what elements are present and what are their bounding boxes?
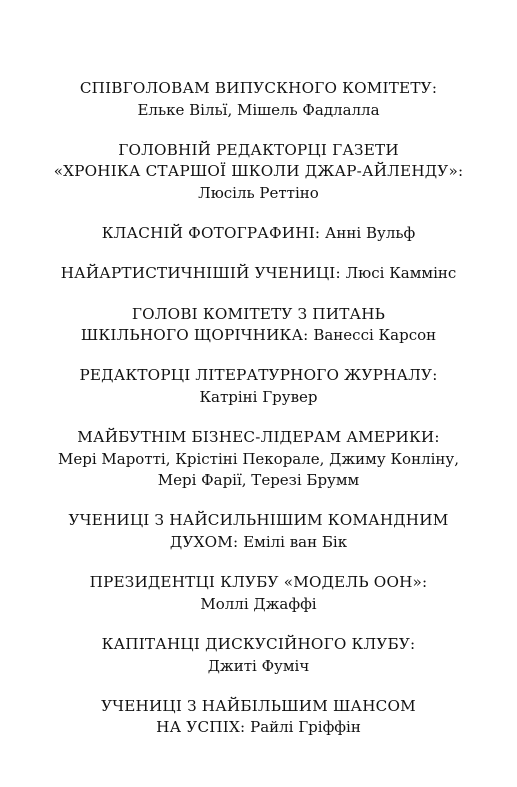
dedication-line [40, 634, 477, 656]
dedication-entry [40, 427, 477, 492]
dedication-line [40, 183, 477, 205]
recipient-names: Емілі ван Бік [243, 533, 348, 552]
dedication-entry [40, 263, 477, 285]
recipient-names: Мері Маротті, Крістіні Пекорале, Джиму Конліну, [58, 449, 459, 468]
recipient-names: Люсіль Реттіно [198, 183, 319, 202]
dedication-line [40, 78, 477, 100]
dedication-entry [40, 365, 477, 408]
recipient-names: Моллі Джаффі [200, 594, 317, 613]
award-title: ГОЛОВІ КОМІТЕТУ З ПИТАНЬ [131, 304, 386, 323]
dedication-line [40, 427, 477, 449]
recipient-names: Анні Вульф [325, 224, 416, 243]
award-title: НАЙАРТИСТИЧНІШІЙ УЧЕНИЦІ: [60, 264, 341, 283]
dedication-line [40, 325, 477, 347]
recipient-names: Люсі Каммінс [345, 264, 457, 283]
award-title: РЕДАКТОРЦІ ЛІТЕРАТУРНОГО ЖУРНАЛУ: [79, 366, 438, 385]
dedication-line [40, 263, 477, 285]
award-title: ПРЕЗИДЕНТЦІ КЛУБУ «МОДЕЛЬ ООН»: [89, 573, 428, 592]
dedication-line [40, 223, 477, 245]
recipient-names: Джиті Фуміч [207, 656, 310, 675]
dedication-entry [40, 304, 477, 347]
dedication-entry [40, 696, 477, 739]
dedication-entry [40, 634, 477, 677]
award-title: КАПІТАНЦІ ДИСКУСІЙНОГО КЛУБУ: [101, 635, 416, 654]
dedication-line [40, 100, 477, 122]
award-title: УЧЕНИЦІ З НАЙСИЛЬНІШИМ КОМАНДНИМ [68, 511, 449, 530]
dedication-line [40, 572, 477, 594]
dedication-line [40, 532, 477, 554]
dedication-line [40, 365, 477, 387]
award-title: УЧЕНИЦІ З НАЙБІЛЬШИМ ШАНСОМ [101, 696, 416, 715]
dedication-entry [40, 510, 477, 553]
award-title: «ХРОНІКА СТАРШОЇ ШКОЛИ ДЖАР-АЙЛЕНДУ»: [53, 162, 464, 181]
award-title: СПІВГОЛОВАМ ВИПУСКНОГО КОМІТЕТУ: [79, 79, 438, 97]
recipient-names: Катріні Грувер [199, 387, 318, 406]
dedication-line [40, 304, 477, 326]
recipient-names: Мері Фарії, Терезі Брумм [157, 471, 360, 490]
recipient-names: Ельке Вільї, Мішель Фадлалла [137, 100, 380, 119]
dedication-line [40, 387, 477, 409]
dedication-line [40, 449, 477, 471]
dedication-entry [40, 78, 477, 121]
award-title: ДУХОМ: [169, 533, 239, 552]
dedication-list [40, 78, 477, 758]
award-title: ГОЛОВНІЙ РЕДАКТОРЦІ ГАЗЕТИ [118, 140, 399, 159]
dedication-line [40, 470, 477, 492]
award-title: МАЙБУТНІМ БІЗНЕС-ЛІДЕРАМ АМЕРИКИ: [77, 428, 440, 447]
award-title: НА УСПІХ: [156, 718, 246, 737]
dedication-line [40, 717, 477, 739]
dedication-entry [40, 572, 477, 615]
award-title: КЛАСНІЙ ФОТОГРАФИНІ: [101, 224, 321, 243]
award-title: ШКІЛЬНОГО ЩОРІЧНИКА: [80, 326, 309, 345]
recipient-names: Ванессі Карсон [313, 326, 437, 345]
dedication-line [40, 140, 477, 162]
dedication-line [40, 594, 477, 616]
dedication-entry [40, 140, 477, 205]
recipient-names: Райлі Гріффін [250, 718, 361, 737]
dedication-entry [40, 223, 477, 245]
dedication-line [40, 510, 477, 532]
dedication-line [40, 656, 477, 678]
dedication-line [40, 161, 477, 183]
dedication-line [40, 696, 477, 718]
